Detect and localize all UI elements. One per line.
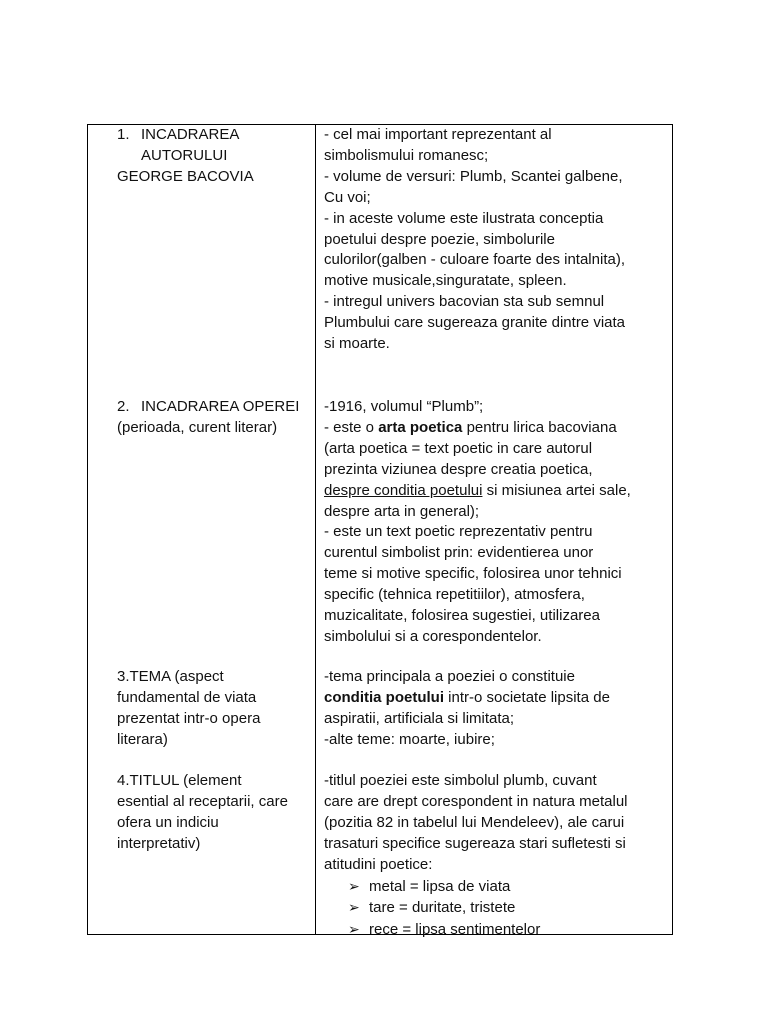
- section-4-content: -titlul poeziei este simbolul plumb, cuvant care are drept corespondent in natura metalul (pozitia 82 in tabelul lui Mendeleev), ale carui trasaturi specifice sugereaza stari sufletesti si atitudini poetice: ➢ metal = lipsa de viata ➢ tare = duritate, tristete ➢ rece = lipsa sentimentelor: [324, 771, 674, 941]
- symbol-traits-list: [324, 876, 674, 942]
- underlined-term: despre conditia poetului: [324, 481, 483, 499]
- list-item: ➢ rece = lipsa sentimentelor: [348, 921, 541, 939]
- literary-analysis-table: [87, 124, 673, 939]
- section-3-heading: 3.TEMA (aspect fundamental de viata prezentat intr-o opera literara): [117, 668, 261, 748]
- list-item: ➢ metal = lipsa de viata: [348, 877, 511, 895]
- section-2-heading: 2. INCADRAREA OPEREI (perioada, curent literar): [117, 398, 300, 436]
- arrow-bullet-icon: ➢: [348, 877, 360, 894]
- section-2-content: -1916, volumul “Plumb”; - este o arta poetica pentru lirica bacoviana (arta poetica = text poetic in care autorul prezinta viziunea despre creatia poetica, despre conditia poetului si misiunea artei sale, despre arta in general); - este un text poetic reprezentativ pentru curentul simbolist prin: evidentierea unor teme si motive specific, folosirea unor tehnici specific (tehnica repetitiilor), atmosfera, muzicalitate, folosirea sugestiei, utilizarea simbolului si a corespondentelor.: [324, 398, 631, 645]
- list-item: ➢ tare = duritate, tristete: [348, 899, 516, 917]
- section-1-content: - cel mai important reprezentant al simbolismului romanesc; - volume de versuri: Plumb, Scantei galbene, Cu voi; - in aceste volume este ilustrata conceptia poetului despre poezie, simbolurile culorilor(galben - culoare foarte des intalnita), motive musicale,singuratate, spleen. - intregul univers bacovian sta sub semnul Plumbului care sugereaza granite dintre viata si moarte.: [324, 126, 626, 353]
- bold-term: conditia poetului: [324, 688, 444, 706]
- section-3-content: -tema principala a poeziei o constituie conditia poetului intr-o societate lipsita de aspiratii, artificiala si limitata; -alte teme: moarte, iubire;: [324, 668, 610, 748]
- arrow-bullet-icon: ➢: [348, 899, 360, 916]
- bold-term: arta poetica: [378, 418, 463, 436]
- arrow-bullet-icon: ➢: [348, 921, 360, 938]
- section-1-heading: 1. INCADRAREA AUTORULUI GEORGE BACOVIA: [117, 126, 254, 185]
- section-4-heading: 4.TITLUL (element esential al receptarii, care ofera un indiciu interpretativ): [117, 772, 288, 852]
